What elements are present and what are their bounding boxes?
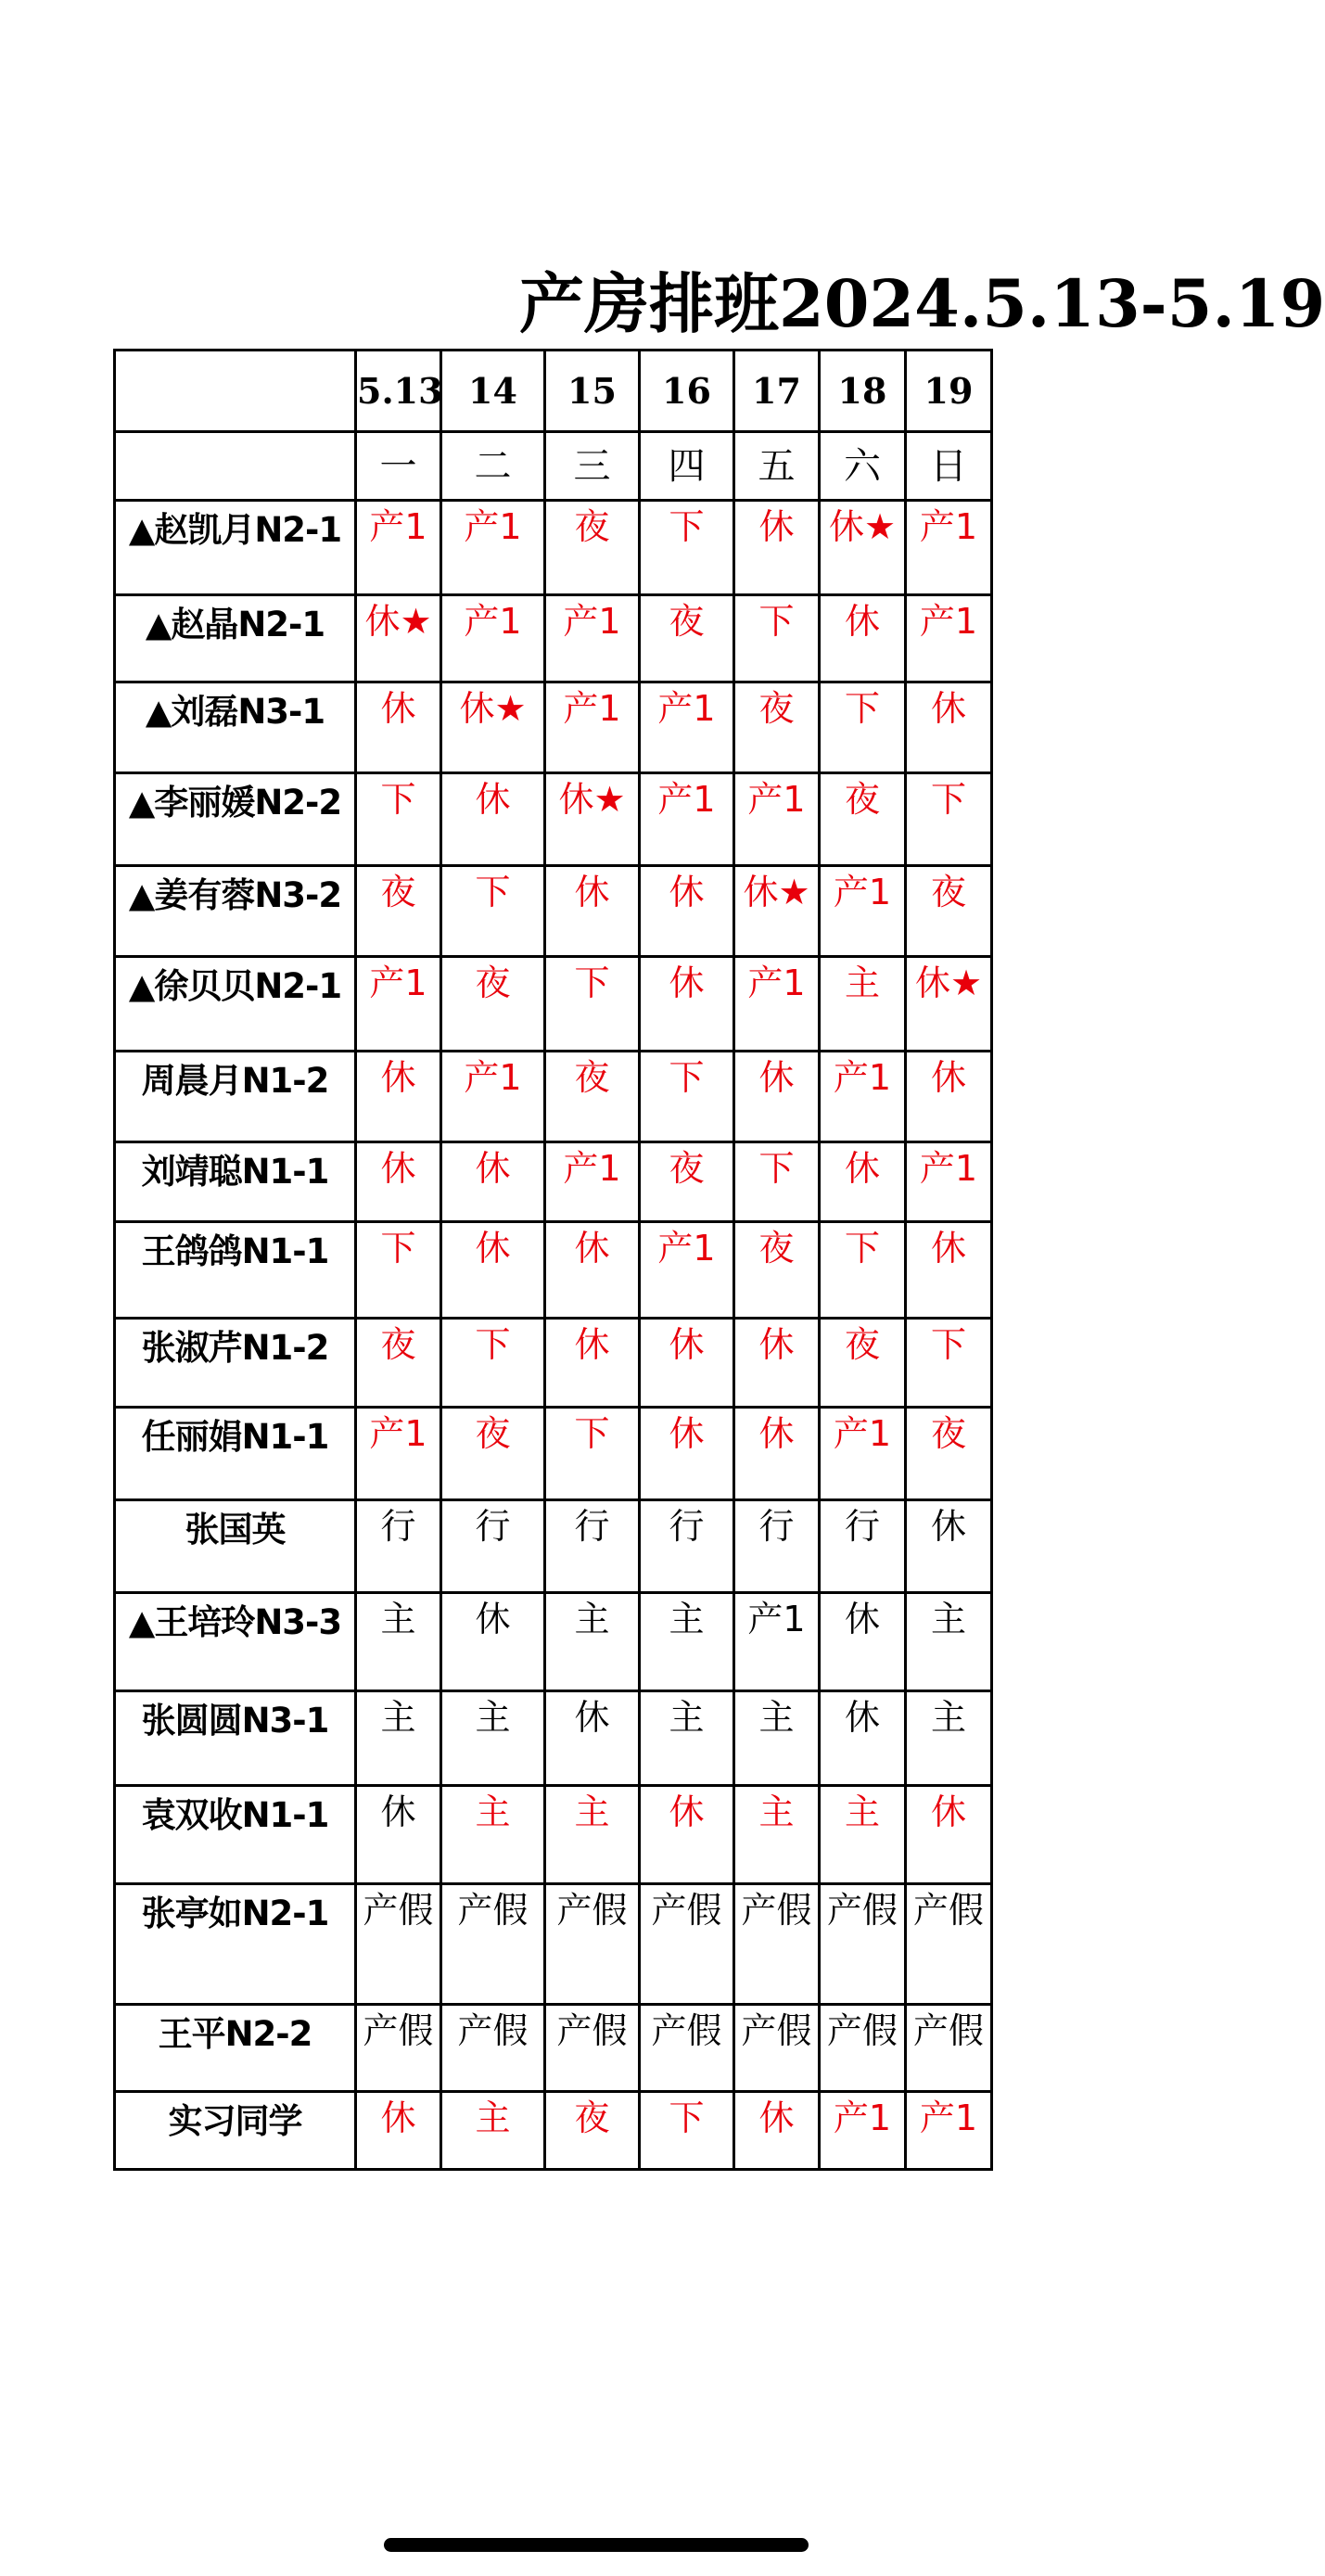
shift-cell: 产假: [441, 1884, 545, 2005]
date-header-cell: 14: [441, 351, 545, 432]
date-header-cell: 18: [820, 351, 906, 432]
shift-cell: 休: [820, 1142, 906, 1222]
staff-name-cell: ▲姜有蓉N3-2: [115, 866, 356, 957]
staff-name-cell: 王平N2-2: [115, 2005, 356, 2092]
shift-cell: 夜: [441, 957, 545, 1052]
schedule-row: [115, 1593, 992, 1691]
schedule-row: [115, 1408, 992, 1500]
shift-cell: 休: [356, 2092, 441, 2170]
shift-cell: 休★: [820, 501, 906, 595]
shift-cell: 休★: [906, 957, 992, 1052]
date-header-cell: 5.13: [356, 351, 441, 432]
shift-cell: 主: [820, 957, 906, 1052]
shift-cell: 行: [545, 1500, 640, 1593]
shift-cell: 产1: [906, 1142, 992, 1222]
date-header-cell: 19: [906, 351, 992, 432]
shift-cell: 夜: [640, 1142, 734, 1222]
date-header-cell: 15: [545, 351, 640, 432]
staff-name-cell: 袁双收N1-1: [115, 1786, 356, 1884]
header-corner-cell: [115, 351, 356, 432]
schedule-row: [115, 1786, 992, 1884]
schedule-row: [115, 957, 992, 1052]
shift-cell: 休★: [734, 866, 820, 957]
date-header-cell: 16: [640, 351, 734, 432]
shift-cell: 休: [545, 1222, 640, 1319]
shift-cell: 休: [734, 1052, 820, 1142]
schedule-table: [113, 349, 993, 2171]
staff-name-cell: 张圆圆N3-1: [115, 1691, 356, 1786]
staff-name-cell: ▲徐贝贝N2-1: [115, 957, 356, 1052]
shift-cell: 休: [734, 2092, 820, 2170]
shift-cell: 下: [640, 2092, 734, 2170]
shift-cell: 休: [356, 682, 441, 773]
shift-cell: 产1: [640, 682, 734, 773]
shift-cell: 下: [734, 595, 820, 682]
shift-cell: 下: [545, 957, 640, 1052]
shift-cell: 产1: [906, 595, 992, 682]
shift-cell: 休: [545, 1319, 640, 1408]
shift-cell: 休: [640, 866, 734, 957]
shift-cell: 产1: [545, 595, 640, 682]
staff-name-cell: 刘靖聪N1-1: [115, 1142, 356, 1222]
shift-cell: 休: [545, 866, 640, 957]
shift-cell: 产1: [820, 1408, 906, 1500]
shift-cell: 产假: [820, 2005, 906, 2092]
shift-cell: 夜: [545, 1052, 640, 1142]
shift-cell: 主: [356, 1593, 441, 1691]
shift-cell: 夜: [906, 866, 992, 957]
shift-cell: 休: [906, 1500, 992, 1593]
staff-name-cell: 实习同学: [115, 2092, 356, 2170]
shift-cell: 行: [734, 1500, 820, 1593]
weekday-header-cell: 六: [820, 432, 906, 501]
shift-cell: 下: [356, 773, 441, 866]
staff-name-cell: ▲赵凯月N2-1: [115, 501, 356, 595]
shift-cell: 产假: [356, 1884, 441, 2005]
shift-cell: 休: [906, 1222, 992, 1319]
shift-cell: 产假: [640, 1884, 734, 2005]
staff-name-cell: 张国英: [115, 1500, 356, 1593]
schedule-row: [115, 2005, 992, 2092]
shift-cell: 主: [545, 1593, 640, 1691]
shift-cell: 下: [820, 1222, 906, 1319]
shift-cell: 休: [906, 682, 992, 773]
shift-cell: 产假: [640, 2005, 734, 2092]
schedule-row: [115, 595, 992, 682]
shift-cell: 下: [820, 682, 906, 773]
staff-name-cell: 周晨月N1-2: [115, 1052, 356, 1142]
schedule-row: [115, 1222, 992, 1319]
shift-cell: 产假: [545, 1884, 640, 2005]
shift-cell: 休: [640, 1319, 734, 1408]
shift-cell: 休: [640, 1408, 734, 1500]
shift-cell: 产1: [640, 773, 734, 866]
shift-cell: 主: [640, 1691, 734, 1786]
shift-cell: 产1: [820, 866, 906, 957]
weekday-header-cell: 五: [734, 432, 820, 501]
shift-cell: 主: [441, 1691, 545, 1786]
schedule-row: [115, 1142, 992, 1222]
staff-name-cell: 王鸽鸽N1-1: [115, 1222, 356, 1319]
shift-cell: 下: [545, 1408, 640, 1500]
shift-cell: 夜: [545, 501, 640, 595]
shift-cell: 夜: [734, 682, 820, 773]
shift-cell: 主: [356, 1691, 441, 1786]
shift-cell: 产假: [441, 2005, 545, 2092]
weekday-header-row: [115, 432, 992, 501]
shift-cell: 下: [906, 1319, 992, 1408]
shift-cell: 产1: [734, 1593, 820, 1691]
shift-cell: 行: [640, 1500, 734, 1593]
shift-cell: 下: [640, 1052, 734, 1142]
shift-cell: 休: [356, 1052, 441, 1142]
shift-cell: 下: [356, 1222, 441, 1319]
schedule-row: [115, 1319, 992, 1408]
shift-cell: 休: [441, 1222, 545, 1319]
schedule-row: [115, 2092, 992, 2170]
shift-cell: 行: [441, 1500, 545, 1593]
shift-cell: 主: [734, 1691, 820, 1786]
shift-cell: 主: [734, 1786, 820, 1884]
shift-cell: 休: [441, 1593, 545, 1691]
shift-cell: 夜: [906, 1408, 992, 1500]
schedule-row: [115, 1052, 992, 1142]
shift-cell: 休: [356, 1786, 441, 1884]
shift-cell: 下: [734, 1142, 820, 1222]
shift-cell: 产1: [734, 773, 820, 866]
shift-cell: 产1: [356, 1408, 441, 1500]
shift-cell: 产假: [906, 2005, 992, 2092]
page-title: 产房排班2024.5.13-5.19: [519, 265, 1325, 342]
staff-name-cell: ▲刘磊N3-1: [115, 682, 356, 773]
shift-cell: 产1: [441, 501, 545, 595]
schedule-row: [115, 866, 992, 957]
shift-cell: 主: [640, 1593, 734, 1691]
date-header-row: [115, 351, 992, 432]
shift-cell: 休: [441, 1142, 545, 1222]
shift-cell: 休: [734, 1319, 820, 1408]
shift-cell: 主: [441, 1786, 545, 1884]
shift-cell: 下: [906, 773, 992, 866]
shift-cell: 产1: [906, 501, 992, 595]
shift-cell: 主: [545, 1786, 640, 1884]
shift-cell: 休: [640, 1786, 734, 1884]
staff-name-cell: 任丽娟N1-1: [115, 1408, 356, 1500]
shift-cell: 休★: [356, 595, 441, 682]
shift-cell: 产假: [545, 2005, 640, 2092]
date-header-cell: 17: [734, 351, 820, 432]
shift-cell: 产1: [820, 1052, 906, 1142]
shift-cell: 产假: [906, 1884, 992, 2005]
staff-name-cell: 张淑芹N1-2: [115, 1319, 356, 1408]
shift-cell: 休: [820, 1593, 906, 1691]
shift-cell: 下: [441, 1319, 545, 1408]
weekday-header-cell: 二: [441, 432, 545, 501]
shift-cell: 休: [734, 501, 820, 595]
shift-cell: 休★: [441, 682, 545, 773]
shift-cell: 产1: [734, 957, 820, 1052]
schedule-row: [115, 1884, 992, 2005]
shift-cell: 夜: [640, 595, 734, 682]
shift-cell: 夜: [545, 2092, 640, 2170]
shift-cell: 休★: [545, 773, 640, 866]
shift-cell: 休: [640, 957, 734, 1052]
shift-cell: 休: [734, 1408, 820, 1500]
schedule-row: [115, 1691, 992, 1786]
shift-cell: 行: [356, 1500, 441, 1593]
weekday-header-cell: 一: [356, 432, 441, 501]
shift-cell: 主: [906, 1593, 992, 1691]
home-indicator-bar[interactable]: [384, 2538, 809, 2552]
shift-cell: 夜: [441, 1408, 545, 1500]
shift-cell: 休: [441, 773, 545, 866]
shift-cell: 下: [640, 501, 734, 595]
shift-cell: 夜: [356, 866, 441, 957]
shift-cell: 休: [356, 1142, 441, 1222]
shift-cell: 夜: [734, 1222, 820, 1319]
shift-cell: 主: [820, 1786, 906, 1884]
shift-cell: 休: [820, 595, 906, 682]
schedule-row: [115, 682, 992, 773]
weekday-header-cell: 日: [906, 432, 992, 501]
shift-cell: 休: [906, 1786, 992, 1884]
weekday-header-cell: 三: [545, 432, 640, 501]
staff-name-cell: ▲赵晶N2-1: [115, 595, 356, 682]
shift-cell: 休: [906, 1052, 992, 1142]
staff-name-cell: ▲王培玲N3-3: [115, 1593, 356, 1691]
shift-cell: 下: [441, 866, 545, 957]
shift-cell: 产1: [356, 501, 441, 595]
shift-cell: 产1: [906, 2092, 992, 2170]
schedule-row: [115, 773, 992, 866]
shift-cell: 产1: [441, 1052, 545, 1142]
shift-cell: 夜: [820, 773, 906, 866]
shift-cell: 产假: [734, 1884, 820, 2005]
shift-cell: 产假: [734, 2005, 820, 2092]
shift-cell: 产假: [820, 1884, 906, 2005]
shift-cell: 产假: [356, 2005, 441, 2092]
shift-cell: 产1: [356, 957, 441, 1052]
schedule-row: [115, 501, 992, 595]
schedule-row: [115, 1500, 992, 1593]
shift-cell: 主: [441, 2092, 545, 2170]
shift-cell: 主: [906, 1691, 992, 1786]
shift-cell: 产1: [441, 595, 545, 682]
shift-cell: 产1: [820, 2092, 906, 2170]
shift-cell: 产1: [545, 1142, 640, 1222]
shift-cell: 产1: [640, 1222, 734, 1319]
shift-cell: 休: [820, 1691, 906, 1786]
weekday-header-cell: 四: [640, 432, 734, 501]
shift-cell: 行: [820, 1500, 906, 1593]
weekday-corner-cell: [115, 432, 356, 501]
staff-name-cell: ▲李丽媛N2-2: [115, 773, 356, 866]
shift-cell: 休: [545, 1691, 640, 1786]
shift-cell: 产1: [545, 682, 640, 773]
staff-name-cell: 张亭如N2-1: [115, 1884, 356, 2005]
shift-cell: 夜: [356, 1319, 441, 1408]
shift-cell: 夜: [820, 1319, 906, 1408]
